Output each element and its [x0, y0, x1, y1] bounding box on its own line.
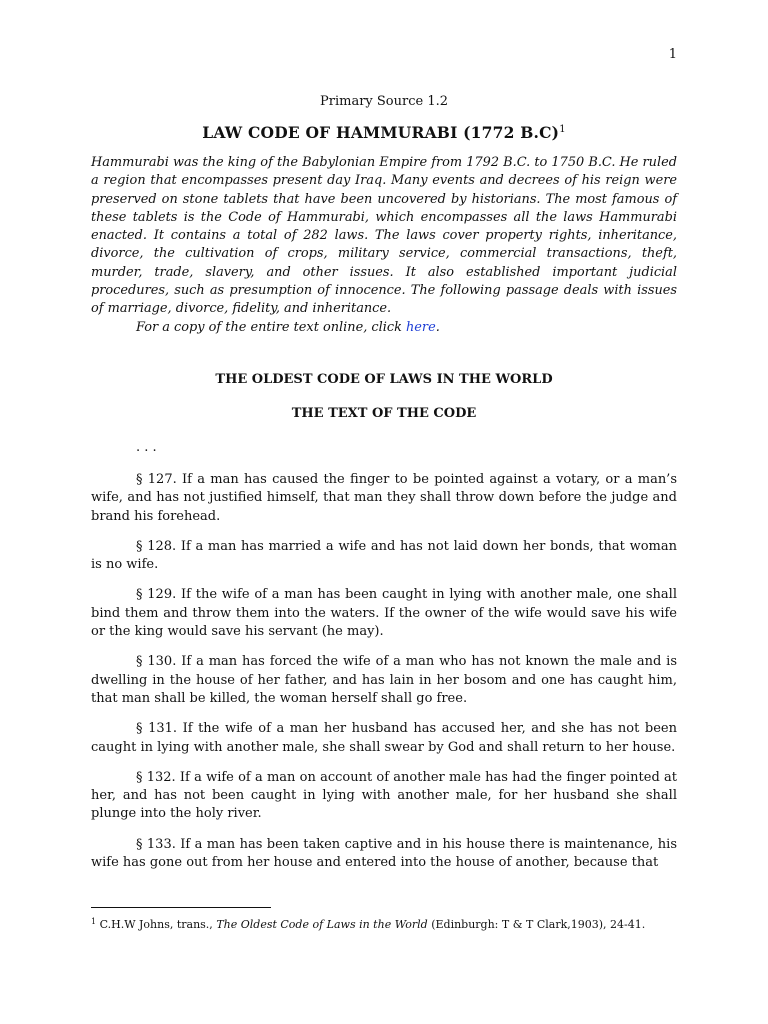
footnote-suffix: (Edinburgh: T & T Clark,1903), 24-41.: [427, 918, 646, 931]
online-copy-prefix: For a copy of the entire text online, click: [136, 319, 406, 335]
page-title: [91, 119, 677, 144]
law-131: § 131. If the wife of a man her husband has accused her, and she has not been caught in lying with another male, she shall swear by God and shall return to her house.: [91, 721, 677, 755]
footnote: [91, 914, 677, 933]
footnote-reference[interactable]: 1: [559, 124, 566, 135]
law-133: § 133. If a man has been taken captive and in his house there is maintenance, his wife has gone out from her house and entered into the house of another, because that: [91, 836, 677, 871]
law-132: § 132. If a wife of a man on account of another male has had the finger pointed at her, and has not been caught in lying with another male, for her husband she shall plunge into the holy river.: [91, 769, 677, 822]
footnote-divider: [91, 907, 271, 908]
page-number: 1: [668, 47, 677, 62]
law-127: § 127. If a man has caused the finger to be pointed against a votary, or a man’s wife, and has not justified himself, that man they shall throw down before the judge and brand his forehead.: [91, 471, 677, 524]
law-130: § 130. If a man has forced the wife of a man who has not known the male and is dwelling in the house of her father, and has lain in her bosom and one has caught him, that man shall be killed, the woman herself shall go free.: [91, 654, 677, 706]
online-copy-line: [91, 319, 677, 337]
here-link[interactable]: here: [406, 319, 436, 335]
footnote-marker: 1: [91, 917, 97, 926]
section-heading-text-of-code: THE TEXT OF THE CODE: [291, 405, 477, 421]
source-label: Primary Source 1.2: [320, 94, 448, 109]
document-body: [91, 93, 677, 872]
law-129: § 129. If the wife of a man has been caught in lying with another male, one shall bind them and throw them into the waters. If the owner of the wife would save his wife or the king would save his servant (he may).: [91, 587, 677, 640]
law-128: § 128. If a man has married a wife and has not laid down her bonds, that woman is no wife.: [91, 538, 677, 573]
section-heading-oldest-code: THE OLDEST CODE OF LAWS IN THE WORLD: [215, 371, 553, 387]
online-copy-suffix: .: [435, 319, 440, 335]
ellipsis-marker: . . .: [136, 439, 157, 455]
intro-paragraph: Hammurabi was the king of the Babylonian Empire from 1792 B.C. to 1750 B.C. He ruled a region that encompasses present day Iraq. Many events and decrees of his reign were preserved on stone tablets that have been uncovered by historians. The most famous of these tablets is the Code of Hammurabi, which encompasses all the laws Hammurabi enacted. It contains a total of 282 laws. The laws cover property rights, inheritance, divorce, the cultivation of crops, military service, commercial transactions, theft, murder, trade, slavery, and other issues. It also established important judicial procedures, such as presumption of innocence. The following passage deals with issues of marriage, divorce, fidelity, and inheritance.: [91, 155, 677, 317]
footnote-prefix: C.H.W Johns, trans.,: [96, 918, 217, 931]
footnote-book-title: The Oldest Code of Laws in the World: [216, 918, 428, 931]
page-title-text: LAW CODE OF HAMMURABI (1772 B.C): [202, 123, 560, 142]
